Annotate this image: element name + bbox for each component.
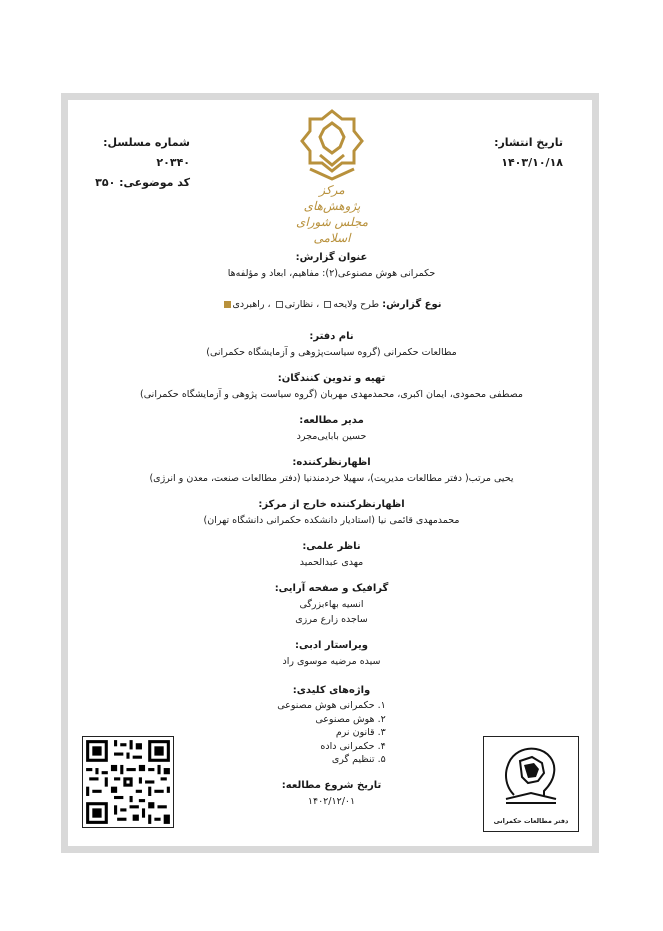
report-title: حکمرانی هوش مصنوعی(۲): مفاهیم، ابعاد و مؤلفه‌ها <box>227 268 436 279</box>
subject-code: کد موضوعی: ۳۵۰ <box>95 176 190 189</box>
type-option-oversight: ، نظارتی <box>284 299 320 310</box>
title-label: عنوان گزارش: <box>295 252 368 263</box>
publish-date-label: تاریخ انتشار: <box>494 136 563 149</box>
graphics-label: گرافیک و صفحه آرایی: <box>274 583 389 594</box>
editor: سیده مرضیه موسوی راد <box>282 656 381 667</box>
supervisor-label: ناظر علمی: <box>302 541 361 552</box>
external-commenter-label: اظهارنظرکننده خارج از مرکز: <box>258 499 405 510</box>
checkbox-icon <box>324 301 331 308</box>
keyword-item: ۵. تنظیم گری <box>331 754 386 765</box>
institute-logo <box>292 107 372 245</box>
authors: مصطفی محمودی، ایمان اکبری، محمدمهدی مهربان (گروه سیاست پژوهی و آزمایشگاه حکمرانی) <box>140 389 523 400</box>
graphics-person-1: انسیه بهاءبزرگی <box>299 599 364 610</box>
publish-date-block <box>494 133 563 173</box>
office-label: نام دفتر: <box>309 331 354 342</box>
type-option-strategic: ، راهبردی <box>232 299 271 310</box>
logo-emblem-icon <box>292 107 372 182</box>
manager-label: مدیر مطالعه: <box>299 415 364 426</box>
logo-text-line2: مجلس شورای اسلامی <box>295 215 369 245</box>
commenters-label: اظهارنظرکننده: <box>292 457 371 468</box>
serial-block <box>80 133 190 193</box>
authors-label: تهیه و تدوین کنندگان: <box>277 373 386 384</box>
serial-number: شماره مسلسل: ۲۰۳۴۰ <box>103 136 190 169</box>
keyword-item: ۲. هوش مصنوعی <box>315 713 386 725</box>
publish-date: ۱۴۰۳/۱۰/۱۸ <box>501 156 563 169</box>
editor-label: ویراستار ادبی: <box>295 640 368 651</box>
emblem-caption: دفتر مطالعات حکمرانی <box>493 817 569 825</box>
qr-code <box>82 736 174 828</box>
keyword-item: ۱. حکمرانی هوش مصنوعی <box>277 700 386 711</box>
iran-map-head-icon <box>484 737 578 811</box>
supervisor: مهدی عبدالحمید <box>299 557 364 568</box>
keywords-label: واژه‌های کلیدی: <box>292 685 371 696</box>
start-date: ۱۴۰۲/۱۲/۰۱ <box>307 795 356 807</box>
keyword-item: ۴. حکمرانی داده <box>320 740 386 752</box>
type-option-bill: طرح ولایحه <box>333 299 380 310</box>
office-emblem <box>483 736 579 832</box>
start-date-label: تاریخ شروع مطالعه: <box>281 779 382 791</box>
external-commenter: محمدمهدی قائمی نیا (استادیار دانشکده حکمرانی دانشگاه تهران) <box>203 515 460 526</box>
checked-box-icon <box>224 301 231 308</box>
manager: حسین بابایی‌مجرد <box>296 431 367 442</box>
report-details <box>100 250 563 820</box>
office-name: مطالعات حکمرانی (گروه سیاست‌پژوهی و آزمایشگاه حکمرانی) <box>206 347 457 358</box>
logo-text-line1: مرکز پژوهش‌های <box>303 183 361 213</box>
keyword-item: ۳. قانون نرم <box>335 727 386 738</box>
commenters: یحیی مرتب( دفتر مطالعات مدیریت)، سهیلا خردمندنیا (دفتر مطالعات صنعت، معدن و انرژی) <box>149 473 514 484</box>
type-label: نوع گزارش: <box>382 299 442 310</box>
qr-code-icon <box>83 737 173 827</box>
checkbox-icon <box>276 301 283 308</box>
graphics-person-2: ساجده زارع مرزی <box>295 614 368 625</box>
